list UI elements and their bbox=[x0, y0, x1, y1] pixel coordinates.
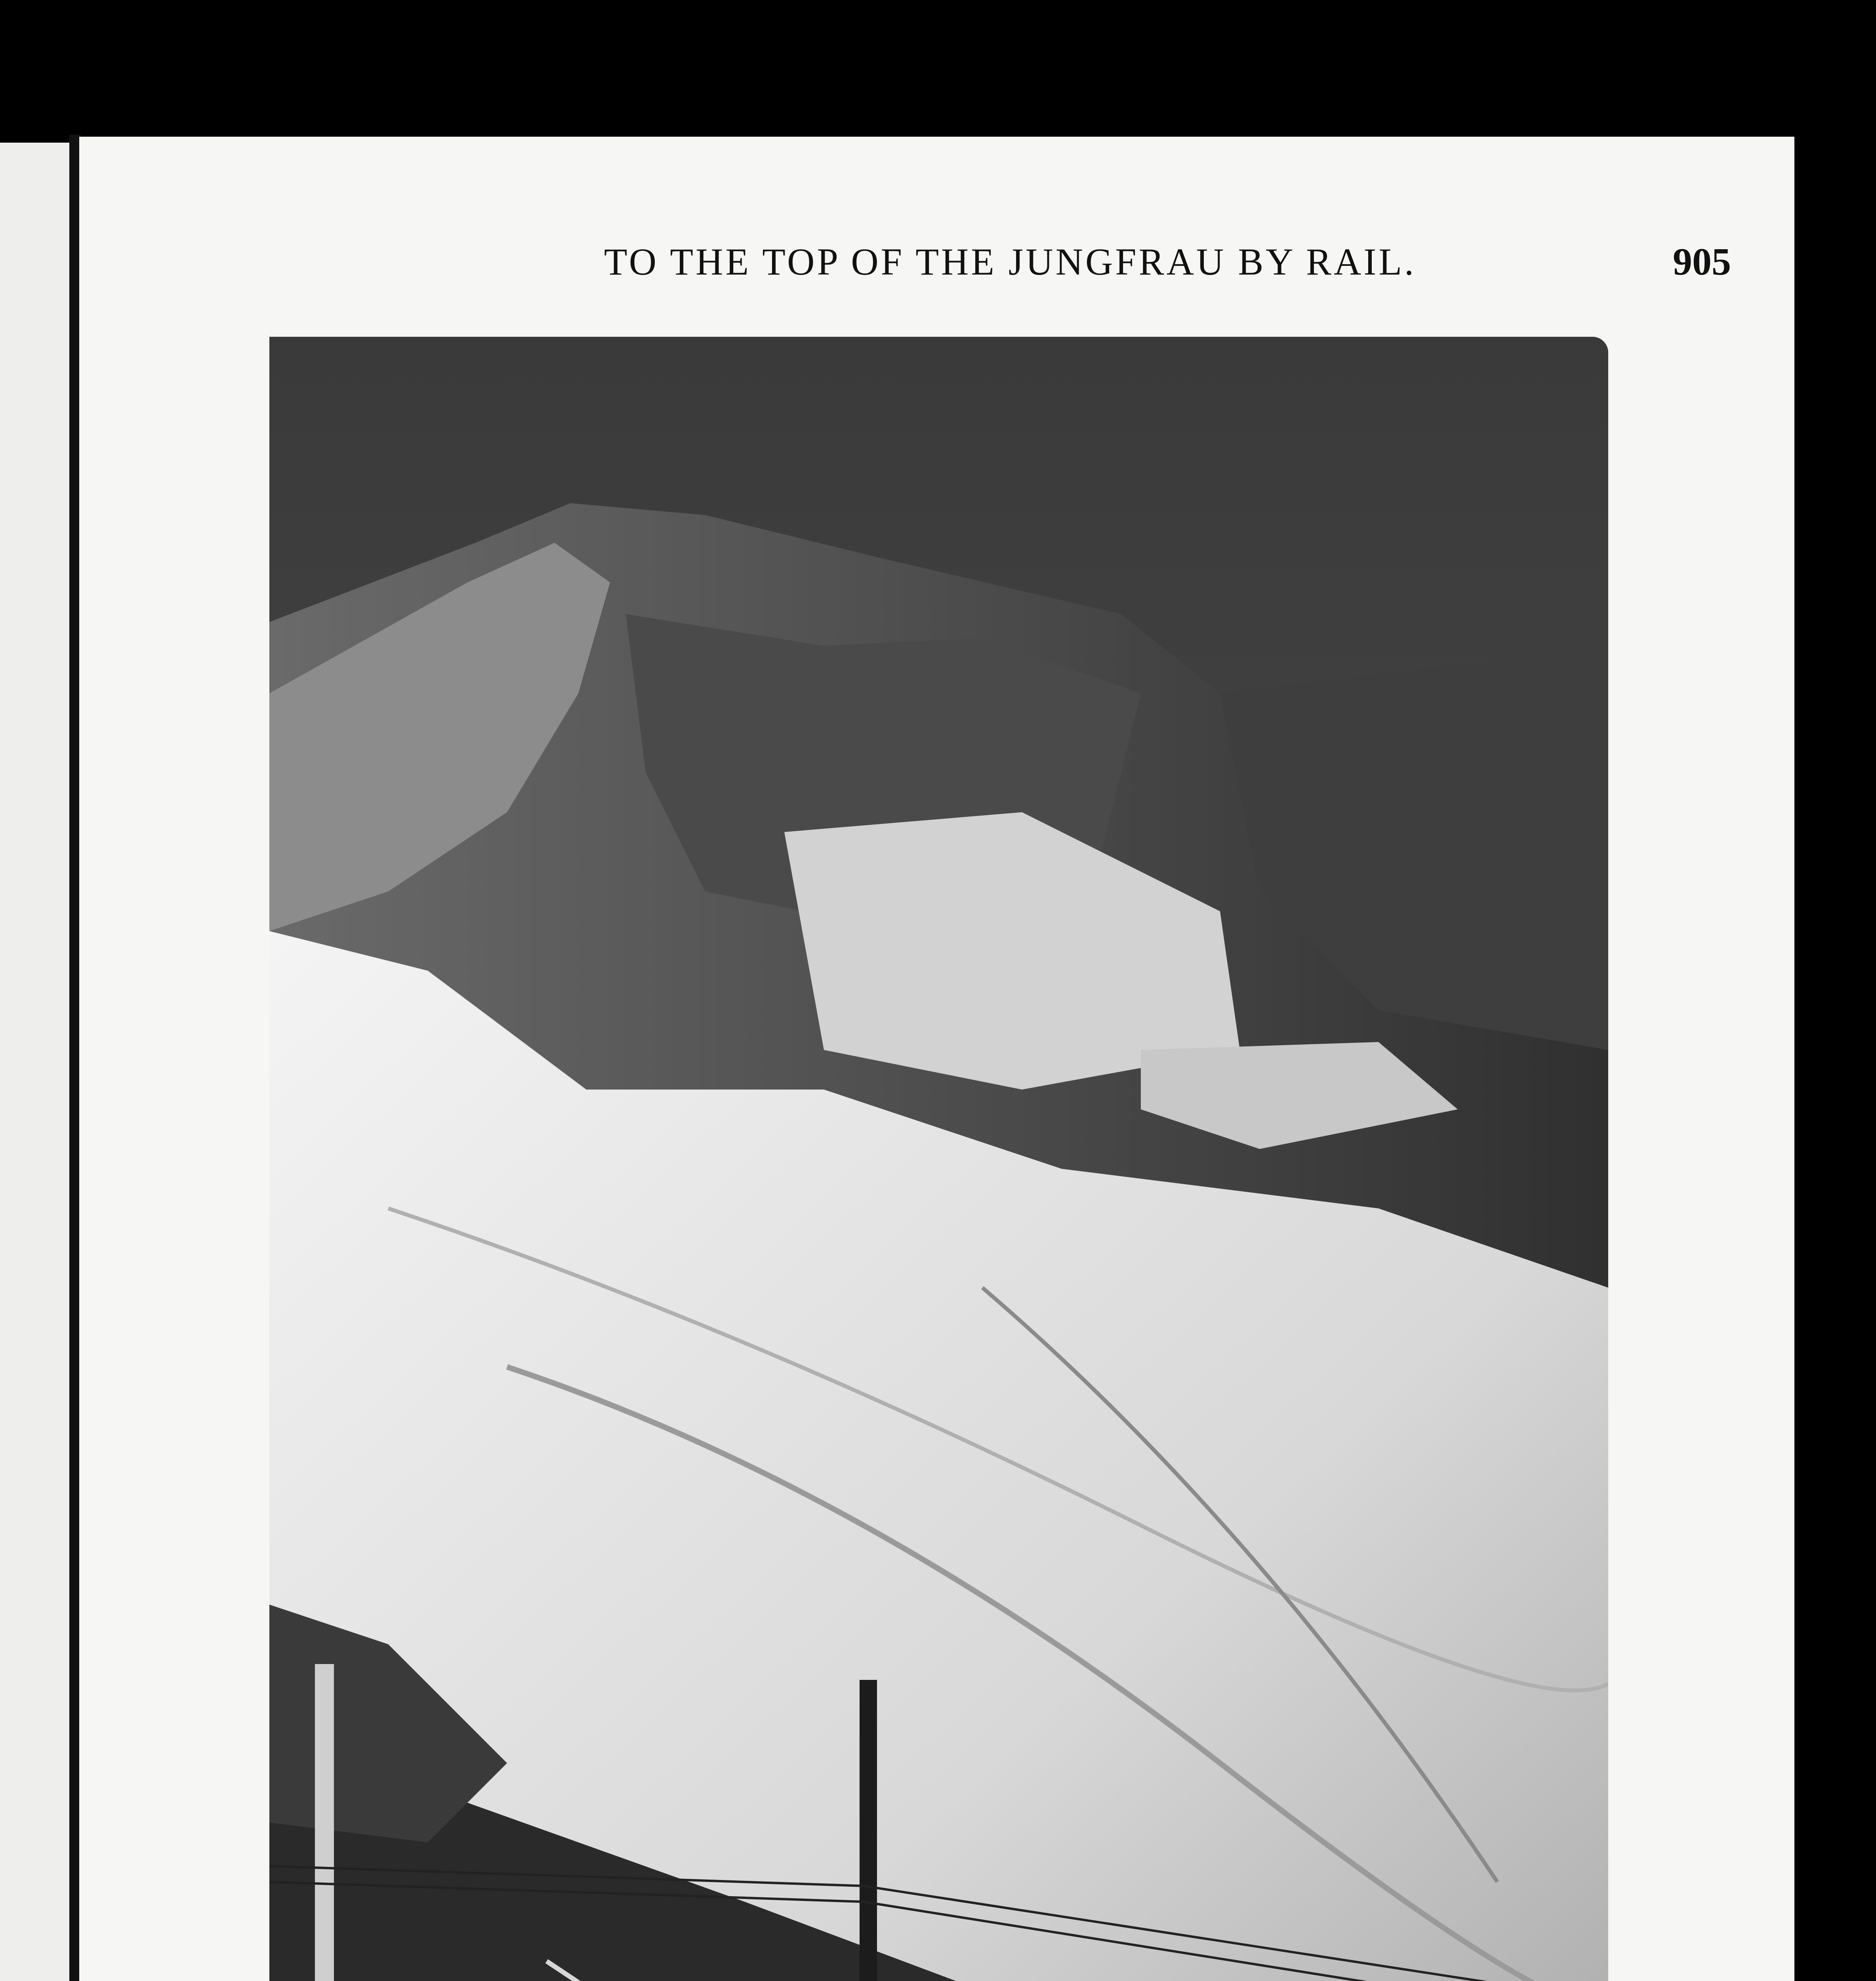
book-page bbox=[79, 137, 1794, 1981]
page-number: 905 bbox=[1673, 240, 1731, 283]
glacier-photograph bbox=[269, 337, 1608, 1981]
telegraph-pole-right bbox=[860, 1680, 877, 1981]
facing-page-edge bbox=[0, 143, 69, 1981]
running-head: TO THE TOP OF THE JUNGFRAU BY RAIL. bbox=[604, 240, 1417, 283]
photo-plate bbox=[269, 337, 1608, 1981]
telegraph-pole-left bbox=[315, 1664, 334, 1981]
